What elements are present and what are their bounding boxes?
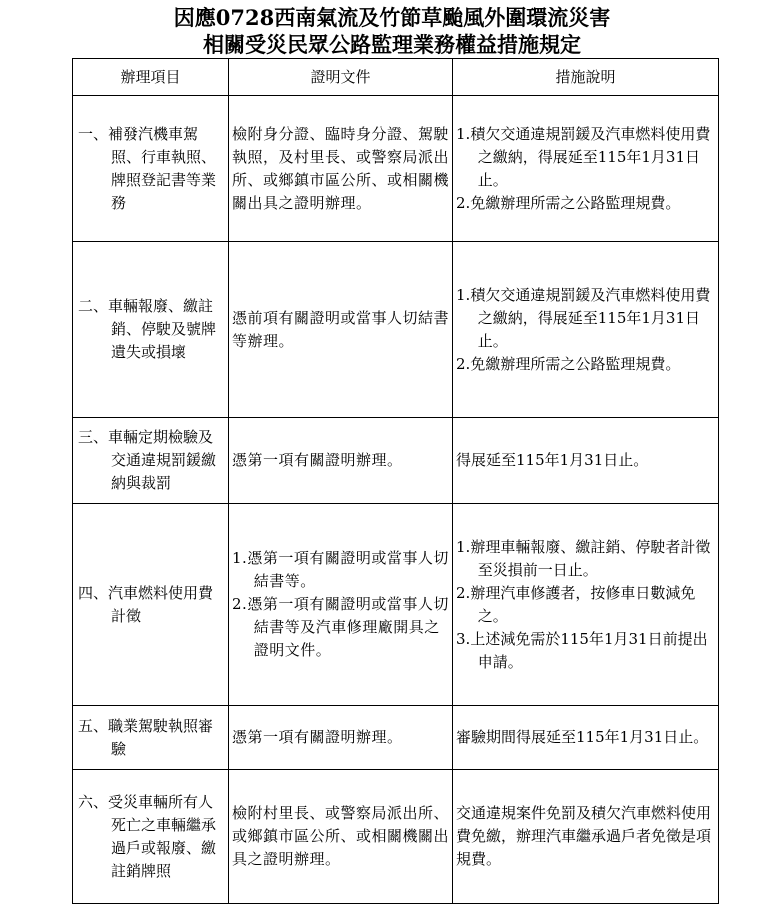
- list-text: 辦理汽車修護者，按修車日數減免之。: [470, 583, 696, 625]
- table-body: [73, 96, 719, 904]
- cell-document: [229, 706, 453, 770]
- item-label: 車輛定期檢驗及交通違規罰鍰繳納與裁罰: [108, 428, 217, 492]
- list-item: [456, 628, 715, 674]
- document-text: 檢附村里長、或警察局派出所、或鄉鎮市區公所、或相關機關出具之證明辦理。: [232, 804, 450, 868]
- item-label: 補發汽機車駕照、行車執照、牌照登記書等業務: [108, 124, 217, 212]
- list-item: [232, 547, 449, 593]
- document-title-line-2: 相關受災民眾公路監理業務權益措施規定: [203, 32, 581, 57]
- cell-measure: [453, 242, 719, 418]
- document-text: 憑前項有關證明或當事人切結書等辦理。: [232, 308, 450, 350]
- cell-document: [229, 504, 453, 706]
- list-number: 2.: [456, 583, 471, 602]
- item-number: 一、: [78, 124, 109, 143]
- list-text: 憑第一項有關證明或當事人切結書等及汽車修理廠開具之證明文件。: [247, 595, 449, 659]
- cell-item: [73, 706, 229, 770]
- cell-document: [229, 418, 453, 504]
- list-number: 1.: [456, 124, 471, 143]
- list-number: 2.: [456, 354, 471, 373]
- header-document: 證明文件: [229, 59, 453, 96]
- list-number: 1.: [456, 537, 471, 556]
- item-number: 五、: [78, 716, 109, 735]
- cell-measure: [453, 770, 719, 904]
- header-item: 辦理項目: [73, 59, 229, 96]
- list-number: 1.: [232, 549, 248, 567]
- item-label: 受災車輛所有人死亡之車輛繼承過戶或報廢、繳註銷牌照: [108, 792, 217, 880]
- list-number: 2.: [232, 595, 248, 613]
- list-item: [456, 284, 715, 353]
- item-text: [78, 791, 225, 883]
- list-item: [456, 582, 715, 628]
- list-item: [456, 192, 715, 215]
- cell-item: [73, 504, 229, 706]
- header-measure: 措施說明: [453, 59, 719, 96]
- cell-document: [229, 242, 453, 418]
- list-item: [456, 353, 715, 376]
- document-list: [232, 547, 449, 662]
- table-row: [73, 504, 719, 706]
- item-number: 四、: [78, 583, 109, 602]
- list-number: 1.: [456, 285, 471, 304]
- cell-item: [73, 418, 229, 504]
- cell-document: [229, 96, 453, 242]
- measures-table: [72, 58, 719, 904]
- measure-list: [456, 284, 715, 376]
- item-number: 三、: [78, 428, 109, 446]
- document-text: 憑第一項有關證明辦理。: [232, 451, 403, 469]
- table-row: [73, 242, 719, 418]
- document-text: 檢附身分證、臨時身分證、駕駛執照，及村里長、或警察局派出所、或鄉鎮市區公所、或相關機關出具之證明辦理。: [232, 124, 450, 212]
- table-row: [73, 706, 719, 770]
- item-number: 二、: [78, 297, 109, 315]
- cell-document: [229, 770, 453, 904]
- list-item: [456, 536, 715, 582]
- cell-measure: [453, 706, 719, 770]
- item-label: 車輛報廢、繳註銷、停駛及號牌遺失或損壞: [108, 297, 217, 361]
- item-text: [78, 295, 225, 364]
- list-text: 辦理車輛報廢、繳註銷、停駛者計徵至災損前一日止。: [470, 537, 711, 579]
- item-label: 汽車燃料使用費計徵: [108, 583, 214, 625]
- measure-list: [456, 536, 715, 674]
- list-text: 免繳辦理所需之公路監理規費。: [470, 193, 681, 212]
- item-text: [78, 426, 225, 495]
- list-text: 積欠交通違規罰鍰及汽車燃料使用費之繳納，得展延至115年1月31日止。: [470, 285, 711, 350]
- measure-list: [456, 123, 715, 215]
- list-number: 3.: [456, 629, 471, 648]
- cell-item: [73, 770, 229, 904]
- cell-measure: [453, 418, 719, 504]
- list-text: 憑第一項有關證明或當事人切結書等。: [247, 549, 449, 590]
- document-text: 憑第一項有關證明辦理。: [232, 728, 403, 746]
- measure-text: 交通違規案件免罰及積欠汽車燃料使用費免繳，辦理汽車繼承過戶者免徵是項規費。: [456, 804, 712, 868]
- list-item: [456, 123, 715, 192]
- item-number: 六、: [78, 792, 109, 811]
- cell-measure: [453, 96, 719, 242]
- list-text: 積欠交通違規罰鍰及汽車燃料使用費之繳納，得展延至115年1月31日止。: [470, 124, 711, 189]
- list-number: 2.: [456, 193, 471, 212]
- measure-text: 得展延至115年1月31日止。: [456, 451, 649, 469]
- cell-item: [73, 242, 229, 418]
- cell-measure: [453, 504, 719, 706]
- item-text: [78, 715, 225, 761]
- measure-text: 審驗期間得展延至115年1月31日止。: [456, 728, 709, 746]
- item-text: [78, 582, 225, 628]
- item-label: 職業駕駛執照審驗: [108, 716, 214, 758]
- table-row: [73, 770, 719, 904]
- list-text: 免繳辦理所需之公路監理規費。: [470, 354, 681, 373]
- list-item: [232, 593, 449, 662]
- document-title-line-1: 因應0728西南氣流及竹節草颱風外圍環流災害: [173, 5, 611, 30]
- table-row: [73, 96, 719, 242]
- table-row: [73, 418, 719, 504]
- cell-item: [73, 96, 229, 242]
- item-text: [78, 123, 225, 215]
- table-header-row: [73, 59, 719, 96]
- list-text: 上述減免需於115年1月31日前提出申請。: [470, 629, 708, 671]
